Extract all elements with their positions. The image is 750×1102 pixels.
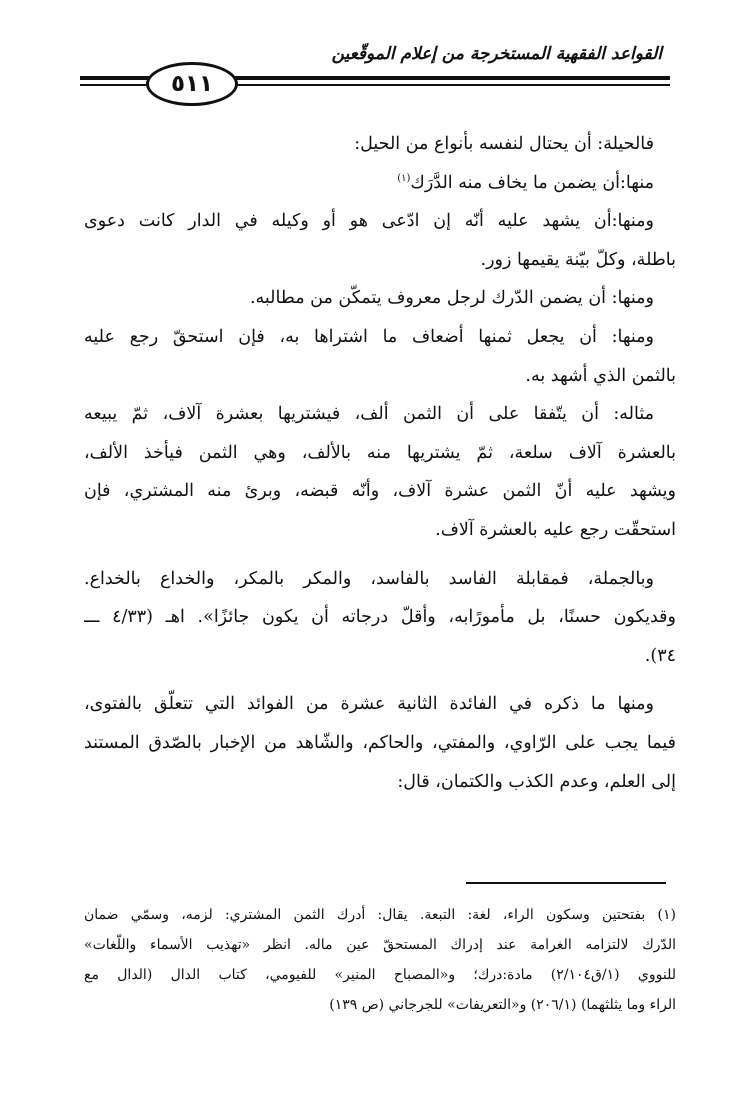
text-line: بالعشرة آلاف سلعة، ثمّ يشتريها منه بالألف، وهي الثمن فيأخذ الألف،: [84, 442, 676, 463]
text-line: وبالجملة، فمقابلة الفاسد بالفاسد، والمكر بالمكر، والخداع بالخداع.: [84, 568, 654, 589]
text-line: ومنها ما ذكره في الفائدة الثانية عشرة من الفوائد التي تتعلّق بالفتوى،: [84, 694, 654, 715]
text-line: استحقّت رجع عليه بالعشرة آلاف.: [435, 519, 676, 540]
text-line: باطلة، وكلّ بيّنة يقيمها زور.: [480, 249, 676, 270]
text-line: [84, 164, 676, 203]
text-line: ومنها:أن يشهد عليه أنّه إن ادّعى هو أو وكيله في الدار كانت دعوى: [84, 211, 654, 232]
paragraph-gap: [84, 550, 676, 560]
text-line-content: منها:أن يضمن ما يخاف منه الدَّرَك: [410, 172, 654, 193]
text-line: ٣٤).: [644, 645, 676, 666]
footnote-separator: [466, 882, 666, 884]
text-line: مثاله: أن يتّفقا على أن الثمن ألف، فيشتريها بعشرة آلاف، ثمّ يبيعه: [84, 404, 654, 425]
running-title: القواعد الفقهية المستخرجة من إعلام الموقّعين: [331, 44, 662, 64]
paragraph-gap: [84, 675, 676, 685]
footnotes: [84, 900, 676, 1020]
text-line: فيما يجب على الرّاوي، والمفتي، والحاكم، والشّاهد من الإخبار بالصّدق المستند: [84, 732, 676, 753]
text-line: وقديكون حسنًا، بل مأمورًابه، وأقلّ درجاته أن يكون جائزًا». اهـ (٤/٣٣ ـــ: [84, 607, 676, 628]
main-text: [84, 125, 676, 801]
text-line: بالثمن الذي أشهد به.: [525, 365, 676, 386]
page-number: ٥١١: [146, 62, 238, 106]
text-line: ومنها: أن يجعل ثمنها أضعاف ما اشتراها به، فإن استحقّ رجع عليه: [84, 326, 654, 347]
footnote-line: الدّرك لالتزامه الغرامة عند إدراك المستحقّ عين ماله. انظر «تهذيب الأسماء واللّغات»: [84, 937, 676, 953]
footnote-marker: (١): [397, 172, 411, 184]
text-line: فالحيلة: أن يحتال لنفسه بأنواع من الحيل:: [354, 134, 654, 154]
footnote-line: الراء وما يثلثهما) (٢٠٦/١) و«التعريفات» للجرجاني (ص ١٣٩): [329, 997, 676, 1013]
text-line: ويشهد عليه أنّ الثمن عشرة آلاف، وأنّه قبضه، وبرئ منه المشتري، فإن: [84, 481, 676, 502]
footnote-line: للنووي (١/ق٢/١٠٤) مادة:درك؛ و«المصباح المنير» للفيومي، كتاب الدال (الدال مع: [84, 967, 676, 983]
footnote-line: (١) بفتحتين وسكون الراء، لغة: التبعة. يقال: أدرك الثمن المشتري: لزمه، وسمّي ضمان: [84, 907, 676, 923]
text-line: ومنها: أن يضمن الدّرك لرجل معروف يتمكّن من مطالبه.: [249, 288, 654, 309]
text-line: إلى العلم، وعدم الكذب والكتمان، قال:: [397, 771, 676, 792]
